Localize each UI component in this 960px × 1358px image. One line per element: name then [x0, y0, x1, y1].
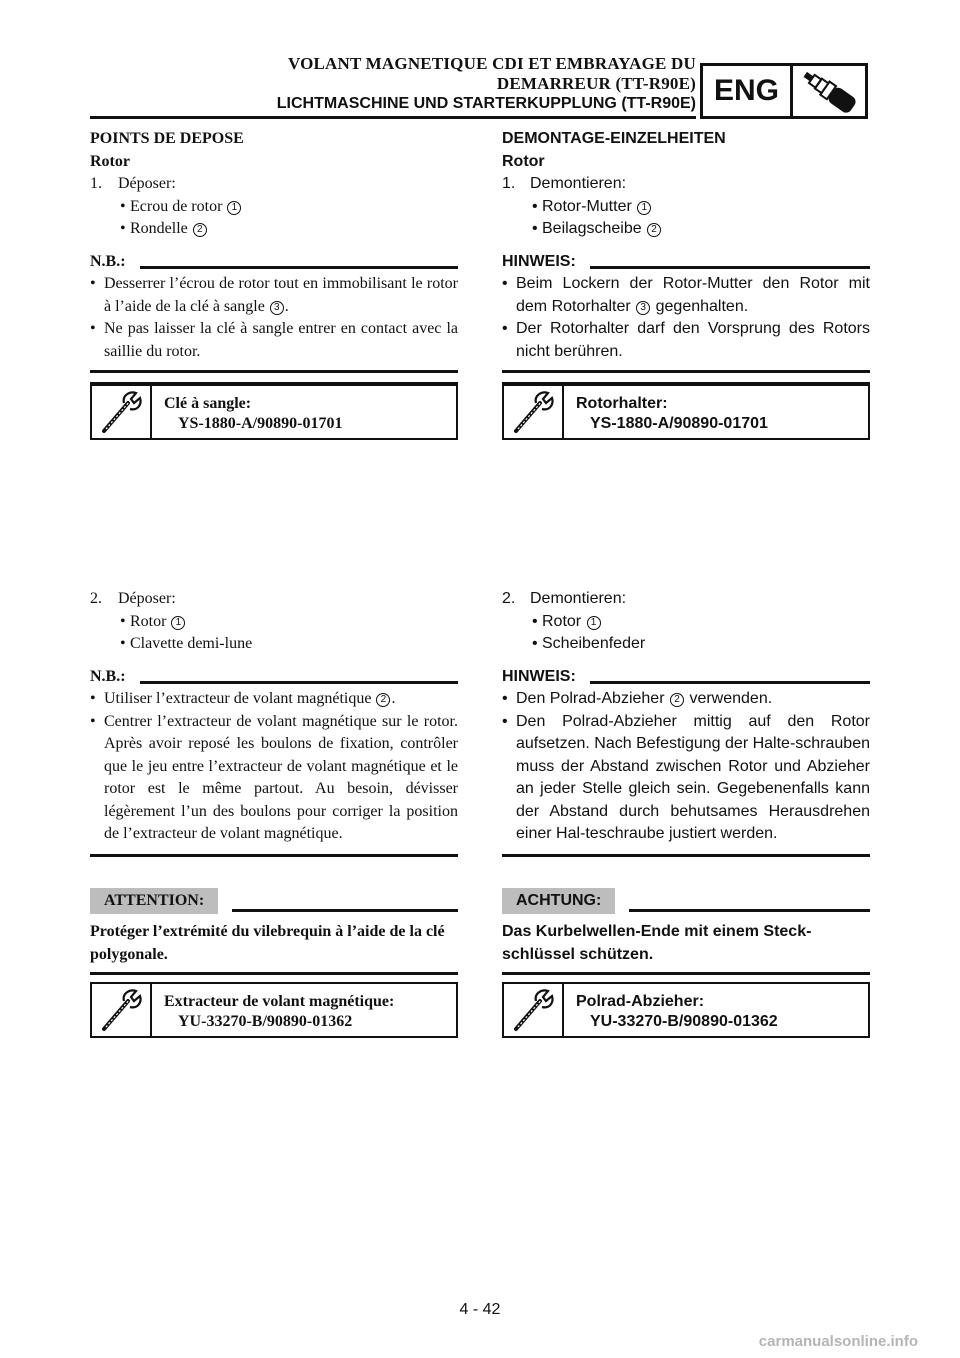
header-title-fr-line1: VOLANT MAGNETIQUE CDI ET EMBRAYAGE DU: [287, 54, 696, 73]
tool-description: [564, 386, 768, 438]
tool-description: [152, 984, 394, 1036]
note-item: • Centrer l’extracteur de volant magnétique sur le rotor. Après avoir reposé les boulons de fixation, contrôler que le jeu entre l’extracteur de volant magnétique et le rotor est le même partout. Au besoin, dévisser légèrement l’un des boulons pour corriger la position de l’extracteur de volant magnétique.: [90, 711, 458, 846]
callout-number: 1: [587, 616, 601, 630]
attention-header: ACHTUNG:: [502, 888, 870, 914]
step-2: 2. Demontieren:: [502, 590, 627, 607]
callout-number: 1: [171, 616, 185, 630]
note-item: • Den Polrad-Abzieher mittig auf den Rotor aufsetzen. Nach Befestigung der Halte-schrauben muss der Abstand zwischen Rotor und Abzieher an jeder Stelle gleich sein. Gegebenenfalls kann der Abstand durch behutsames Herausdrehen einer Hal-teschraube justiert werden.: [502, 711, 870, 846]
special-tool-box: [502, 982, 870, 1038]
list-item: • Rotor 1: [90, 611, 458, 634]
list-item: • Rotor-Mutter 1: [502, 196, 870, 219]
step-1: 1. Déposer:: [90, 175, 176, 192]
tool-name: Extracteur de volant magnétique:: [164, 993, 395, 1010]
subsection-heading: Rotor: [502, 152, 545, 170]
tool-code: YU-33270-B/90890-01362: [178, 1013, 353, 1030]
callout-number: 3: [636, 301, 650, 315]
note-end-rule: [90, 370, 458, 373]
special-tool-box: [502, 384, 870, 440]
note-item: • Beim Lockern der Rotor-Mutter den Rotor mit dem Rotorhalter 3 gegenhalten.: [502, 273, 870, 318]
header-rule: [90, 116, 696, 119]
callout-number: 1: [637, 201, 651, 215]
callout-number: 2: [376, 693, 390, 707]
note-end-rule: [90, 854, 458, 857]
callout-number: 3: [270, 301, 284, 315]
note-header: HINWEIS:: [502, 666, 870, 689]
callout-number: 2: [193, 223, 207, 237]
list-item: • Rondelle 2: [90, 218, 458, 241]
list-item: • Rotor 1: [502, 611, 870, 634]
note-item: • Desserrer l’écrou de rotor tout en immobilisant le rotor à l’aide de la clé à sangle 3 .: [90, 273, 458, 318]
callout-number: 2: [647, 223, 661, 237]
list-item: • Beilagscheibe 2: [502, 218, 870, 241]
note-header: HINWEIS:: [502, 251, 870, 274]
callout-number: 1: [227, 201, 241, 215]
callout-number: 2: [670, 693, 684, 707]
section-heading: POINTS DE DEPOSE: [90, 130, 244, 147]
header-title-fr-line2: DEMARREUR (TT-R90E): [496, 74, 696, 93]
note-header: N.B.:: [90, 666, 458, 689]
attention-text: Das Kurbelwellen-Ende mit einem Steck-schlüssel schützen.: [502, 923, 812, 963]
note-item: • Ne pas laisser la clé à sangle entrer en contact avec la saillie du rotor.: [90, 318, 458, 363]
page-number: 4 - 42: [459, 1301, 501, 1318]
wrench-icon: [92, 386, 152, 438]
tool-name: Polrad-Abzieher:: [576, 993, 705, 1010]
attention-header: ATTENTION:: [90, 888, 458, 914]
tool-description: [564, 984, 778, 1036]
note-end-rule: [502, 370, 870, 373]
note-item: • Der Rotorhalter darf den Vorsprung des Rotors nicht berühren.: [502, 318, 870, 363]
attention-end-rule: [502, 972, 870, 975]
tool-rule: [502, 382, 870, 385]
list-item: • Clavette demi-lune: [90, 633, 458, 656]
tool-code: YS-1880-A/90890-01701: [590, 415, 768, 432]
wrench-icon: [504, 386, 564, 438]
page-header-titles: [277, 54, 696, 114]
attention-text: Protéger l’extrémité du vilebrequin à l’aide de la clé polygonale.: [90, 923, 445, 963]
note-item: • Utiliser l’extracteur de volant magnétique 2 .: [90, 688, 458, 711]
special-tool-box: [90, 982, 458, 1038]
tool-name: Clé à sangle:: [164, 395, 252, 412]
wrench-icon: [92, 984, 152, 1036]
note-item: • Den Polrad-Abzieher 2 verwenden.: [502, 688, 870, 711]
section-heading: DEMONTAGE-EINZELHEITEN: [502, 130, 726, 147]
header-title-de: LICHTMASCHINE UND STARTERKUPPLUNG (TT-R90E): [276, 95, 696, 112]
subsection-heading: Rotor: [90, 152, 130, 170]
list-item: • Ecrou de rotor 1: [90, 196, 458, 219]
note-header: N.B.:: [90, 251, 458, 274]
tool-description: [152, 386, 342, 438]
step-2: 2. Déposer:: [90, 590, 176, 607]
note-end-rule: [502, 854, 870, 857]
tool-name: Rotorhalter:: [576, 395, 668, 412]
special-tool-box: [90, 384, 458, 440]
watermark: carmanualsonline.info: [758, 1333, 918, 1350]
attention-end-rule: [90, 972, 458, 975]
section-badge-label: ENG: [703, 66, 793, 116]
list-item: • Scheibenfeder: [502, 633, 870, 656]
wrench-icon: [504, 984, 564, 1036]
tool-code: YS-1880-A/90890-01701: [178, 415, 343, 432]
section-badge: [700, 63, 868, 119]
spark-plug-icon: [793, 66, 865, 116]
step-1: 1. Demontieren:: [502, 175, 627, 192]
tool-code: YU-33270-B/90890-01362: [590, 1013, 778, 1030]
